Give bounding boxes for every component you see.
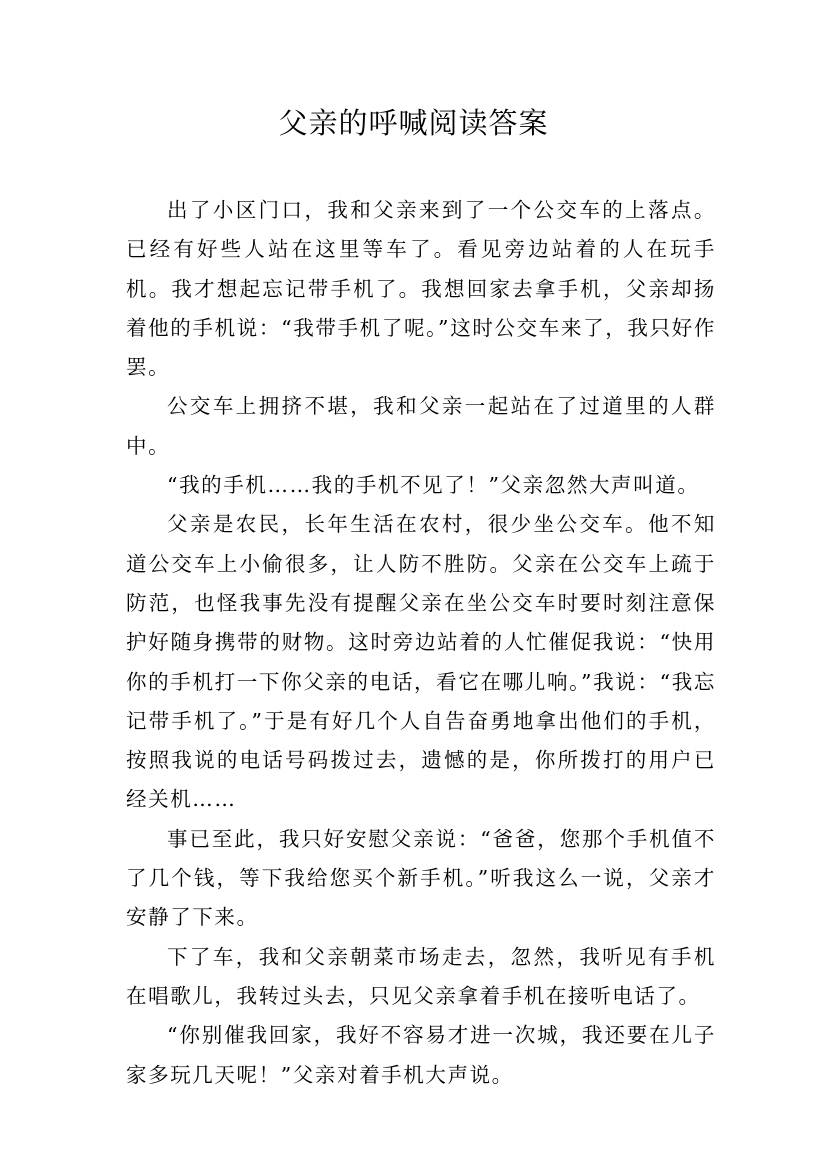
paragraph-6: 下了车，我和父亲朝菜市场走去，忽然，我听见有手机在唱歌儿，我转过头去，只见父亲拿着手机在接听电话了。 (126, 944, 716, 1008)
paragraph-2: 公交车上拥挤不堪，我和父亲一起站在了过道里的人群中。 (126, 394, 716, 458)
paragraph-7: “你别催我回家，我好不容易才进一次城，我还要在儿子家多玩几天呢！”父亲对着手机大声说。 (126, 1023, 716, 1087)
paragraph-5: 事已至此，我只好安慰父亲说：“爸爸，您那个手机值不了几个钱，等下我给您买个新手机。”听我这么一说，父亲才安静了下来。 (126, 826, 716, 930)
document-title: 父亲的呼喊阅读答案 (278, 106, 549, 140)
paragraph-4: 父亲是农民，长年生活在农村，很少坐公交车。他不知道公交车上小偷很多，让人防不胜防。父亲在公交车上疏于防范，也怪我事先没有提醒父亲在坐公交车时要时刻注意保护好随身携带的财物。这时旁边站着的人忙催促我说：“快用你的手机打一下你父亲的电话，看它在哪儿响。”我说：“我忘记带手机了。”于是有好几个人自告奋勇地拿出他们的手机，按照我说的电话号码拨过去，遗憾的是，你所拨打的用户已经关机…… (126, 512, 716, 812)
paragraph-3: “我的手机……我的手机不见了！”父亲忽然大声叫道。 (167, 473, 700, 498)
document-body (126, 191, 716, 1095)
paragraph-1: 出了小区门口，我和父亲来到了一个公交车的上落点。已经有好些人站在这里等车了。看见旁边站着的人在玩手机。我才想起忘记带手机了。我想回家去拿手机，父亲却扬着他的手机说：“我带手机了呢。”这时公交车来了，我只好作罢。 (126, 198, 716, 380)
